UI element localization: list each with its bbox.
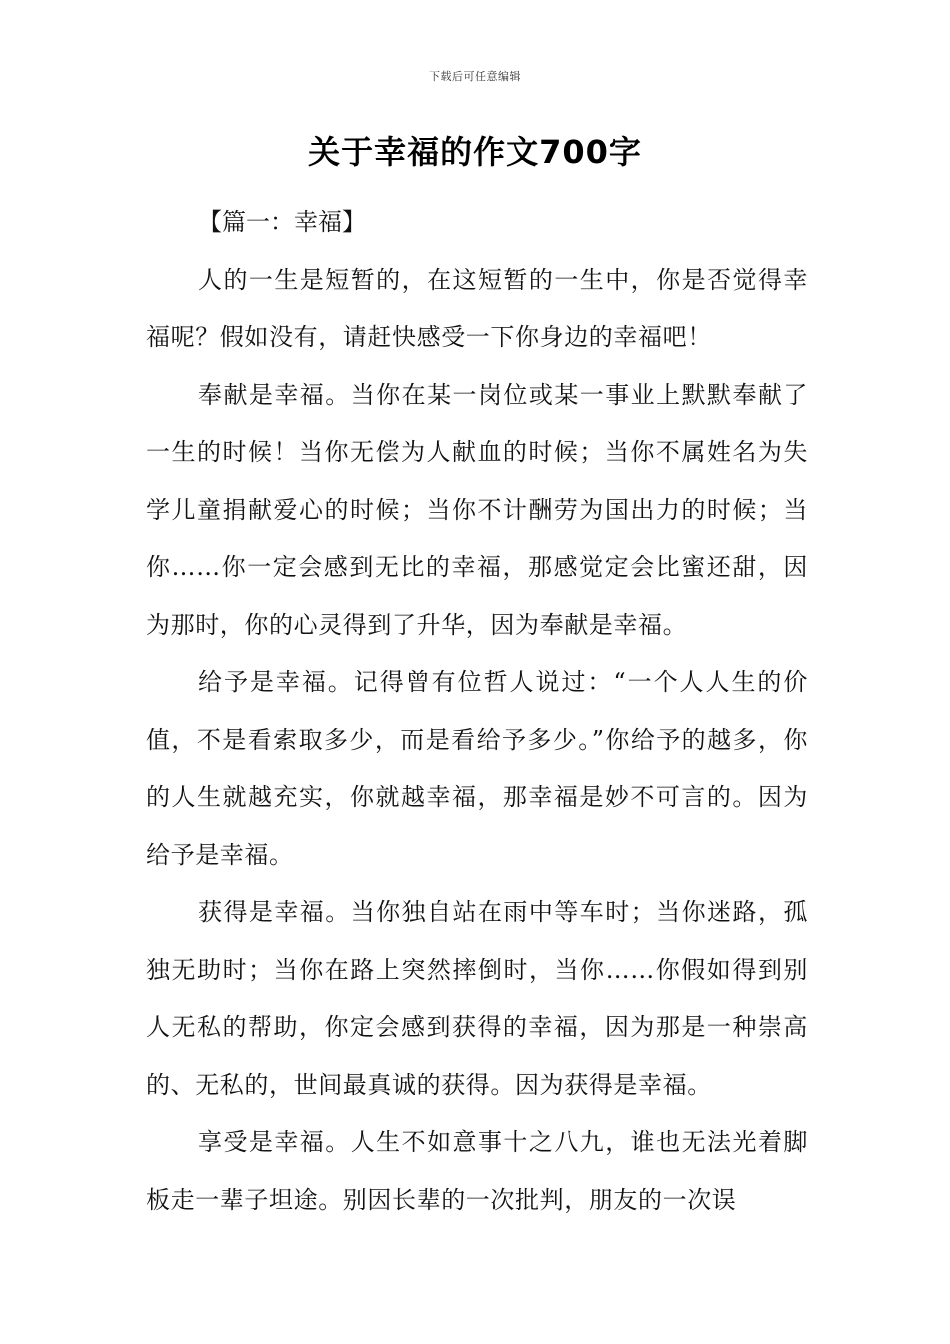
paragraph-dedication: 奉献是幸福。当你在某一岗位或某一事业上默默奉献了一生的时候！当你无偿为人献血的时候；当你不属姓名为失学儿童捐献爱心的时候；当你不计酬劳为国出力的时候；当你……你一定会感到无比的幸福，那感觉定会比蜜还甜，因为那时，你的心灵得到了升华，因为奉献是幸福。 [146, 380, 808, 639]
document-title: 关于幸福的作文700字 [308, 133, 642, 171]
paragraph-giving: 给予是幸福。记得曾有位哲人说过：“一个人人生的价值，不是看索取多少，而是看给予多少。”你给予的越多，你的人生就越充实，你就越幸福，那幸福是妙不可言的。因为给予是幸福。 [146, 668, 808, 869]
header-note: 下载后可任意编辑 [429, 70, 521, 83]
paragraph-intro: 人的一生是短暂的，在这短暂的一生中，你是否觉得幸福呢？假如没有，请赶快感受一下你身边的幸福吧！ [146, 265, 808, 351]
section-heading: 【篇一：幸福】 [198, 208, 366, 236]
paragraph-enjoyment: 享受是幸福。人生不如意事十之八九，谁也无法光着脚板走一辈子坦途。别因长辈的一次批判，朋友的一次误 [146, 1128, 808, 1214]
paragraph-receiving: 获得是幸福。当你独自站在雨中等车时；当你迷路，孤独无助时；当你在路上突然摔倒时，当你……你假如得到别人无私的帮助，你定会感到获得的幸福，因为那是一种崇高的、无私的，世间最真诚的获得。因为获得是幸福。 [146, 898, 808, 1099]
document-body [146, 194, 808, 1229]
